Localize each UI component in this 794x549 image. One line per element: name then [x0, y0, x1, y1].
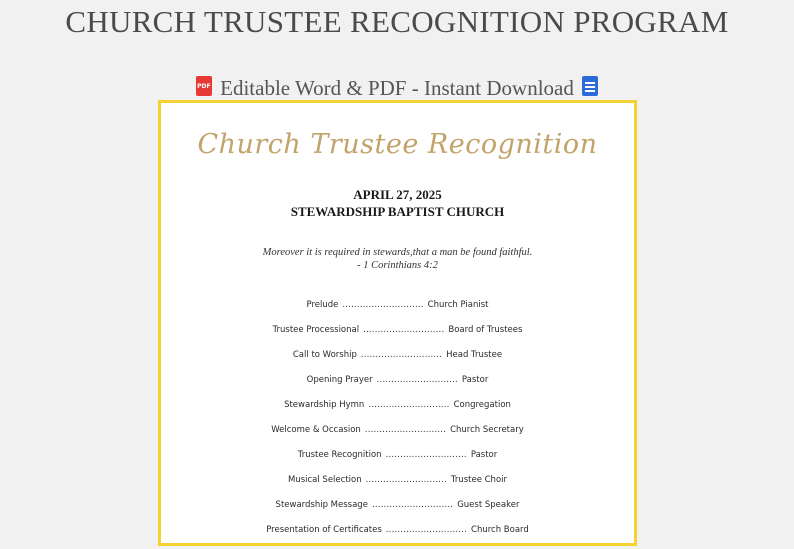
program-item-name: Musical Selection	[287, 475, 362, 485]
word-document-icon	[582, 76, 598, 96]
scripture-verse	[161, 246, 634, 272]
leader-dots: ............................	[368, 400, 450, 410]
listing-title: CHURCH TRUSTEE RECOGNITION PROGRAM	[65, 4, 729, 39]
program-item-person: Church Secretary	[450, 425, 524, 435]
program-item-person: Board of Trustees	[448, 325, 523, 335]
program-item-name: Stewardship Message	[275, 500, 368, 510]
pdf-file-icon: PDF	[196, 76, 212, 96]
program-item-name: Prelude	[306, 300, 339, 310]
verse-text: Moreover it is required in stewards,that a man be found faithful.	[262, 247, 533, 258]
listing-subtitle	[0, 72, 794, 102]
program-item	[161, 349, 634, 374]
program-order-list	[161, 299, 634, 549]
subtitle-text: Editable Word & PDF - Instant Download	[220, 76, 574, 101]
program-item-person: Trustee Choir	[450, 475, 508, 485]
program-item-person: Congregation	[453, 400, 511, 410]
event-date: APRIL 27, 2025	[353, 187, 442, 202]
program-item-person: Church Pianist	[427, 300, 489, 310]
leader-dots: ............................	[371, 500, 454, 510]
program-item	[161, 474, 634, 499]
program-item-name: Call to Worship	[292, 350, 357, 360]
leader-dots: ............................	[342, 300, 424, 310]
leader-dots: ............................	[385, 525, 468, 535]
leader-dots: ............................	[364, 425, 447, 435]
program-item	[161, 324, 634, 349]
program-item	[161, 424, 634, 449]
script-title: Church Trustee Recognition	[197, 129, 598, 160]
program-item	[161, 524, 634, 549]
leader-dots: ............................	[376, 375, 458, 385]
program-item-person: Pastor	[461, 375, 489, 385]
program-item	[161, 399, 634, 424]
program-item-person: Head Trustee	[446, 350, 503, 360]
program-item-person: Church Board	[471, 525, 529, 535]
program-item-person: Pastor	[470, 450, 498, 460]
program-item-name: Stewardship Hymn	[284, 400, 365, 410]
program-document-preview	[158, 100, 637, 546]
program-item-name: Welcome & Occasion	[271, 425, 361, 435]
program-item-person: Guest Speaker	[457, 500, 520, 510]
program-item-name: Opening Prayer	[306, 375, 373, 385]
program-item	[161, 299, 634, 324]
program-item-name: Trustee Recognition	[297, 450, 382, 460]
leader-dots: ............................	[363, 325, 445, 335]
program-item	[161, 449, 634, 474]
leader-dots: ............................	[385, 450, 467, 460]
program-item-name: Presentation of Certificates	[266, 525, 382, 535]
leader-dots: ............................	[360, 350, 443, 360]
leader-dots: ............................	[365, 475, 447, 485]
church-name: STEWARDSHIP BAPTIST CHURCH	[290, 204, 505, 219]
verse-reference: - 1 Corinthians 4:2	[357, 260, 438, 271]
program-item-name: Trustee Processional	[272, 325, 360, 335]
program-item	[161, 499, 634, 524]
program-item	[161, 374, 634, 399]
